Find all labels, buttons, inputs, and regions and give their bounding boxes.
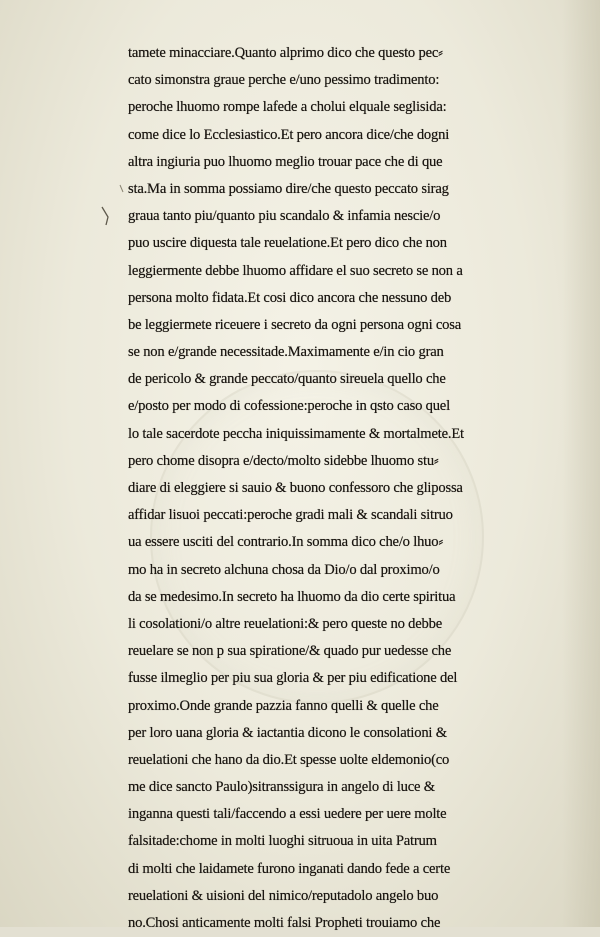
text-line: ua essere usciti del contrario.In somma dico che/o lhuo⸗ <box>128 534 444 551</box>
text-line: mo ha in secreto alchuna chosa da Dio/o dal proximo/o <box>128 561 440 578</box>
text-line: inganna questi tali/faccendo a essi uedere per uere molte <box>128 806 447 823</box>
text-line: lo tale sacerdote peccha iniquissimamente & mortalmete.Et <box>128 425 464 442</box>
text-line: no.Chosi anticamente molti falsi Propheti trouiamo che <box>128 915 441 931</box>
text-line: cato simonstra graue perche e/uno pessimo tradimento: <box>128 72 440 89</box>
text-line: peroche lhuomo rompe lafede a cholui elquale seglisida: <box>128 99 447 116</box>
text-line: per loro uana gloria & iactantia dicono le consolationi & <box>128 724 447 741</box>
text-line: me dice sancto Paulo)sitranssigura in angelo di luce & <box>128 779 435 796</box>
text-line: affidar lisuoi peccati:peroche gradi mali & scandali sitruo <box>128 507 453 524</box>
text-line: be leggiermete riceuere i secreto da ogni persona ogni cosa <box>128 316 462 333</box>
text-line: puo uscire diquesta tale reuelatione.Et pero dico che non <box>128 235 447 252</box>
text-line: se non e/grande necessitade.Maximamente e/in cio gran <box>128 344 444 361</box>
text-line: falsitade:chome in molti luoghi sitruoua in uita Patrum <box>128 833 437 850</box>
text-line: leggiermente debbe lhuomo affidare el suo secreto se non a <box>128 262 463 279</box>
text-line: fusse ilmeglio per piu sua gloria & per piu edificatione del <box>128 670 458 687</box>
text-line: reuelare se non p sua spiratione/& quado pur uedesse che <box>128 643 452 660</box>
text-line: reuelationi che hano da dio.Et spesse uolte eldemonio(co <box>128 751 450 768</box>
text-line: tamete minacciare.Quanto alprimo dico che questo pec⸗ <box>128 45 443 61</box>
text-line: de pericolo & grande peccato/quanto sireuela quello che <box>128 371 446 388</box>
body-text <box>128 40 568 937</box>
text-line: da se medesimo.In secreto ha lhuomo da dio certe spiritua <box>128 588 456 605</box>
text-line: diare di eleggiere si sauio & buono confessoro che glipossa <box>128 480 463 496</box>
text-line: pero chome disopra e/decto/molto sidebbe lhuomo stu⸗ <box>128 452 439 469</box>
text-line: li cosolationi/o altre reuelationi:& pero queste no debbe <box>128 615 443 632</box>
text-line: e/posto per modo di cofessione:peroche in qsto caso quel <box>128 398 450 415</box>
margin-tick-mark <box>118 184 126 194</box>
text-line: sta.Ma in somma possiamo dire/che questo peccato sirag <box>128 180 449 197</box>
text-line: graua tanto piu/quanto piu scandalo & infamia nescie/o <box>128 208 441 225</box>
text-line: proximo.Onde grande pazzia fanno quelli & quelle che <box>128 697 439 714</box>
text-line: di molti che laidamete furono inganati dando fede a certe <box>128 860 451 877</box>
text-line: persona molto fidata.Et cosi dico ancora che nessuno deb <box>128 289 452 306</box>
text-line: altra ingiuria puo lhuomo meglio trouar pace che di que <box>128 153 443 170</box>
margin-annotation-mark <box>100 205 114 227</box>
text-line: reuelationi & uisioni del nimico/reputadolo angelo buo <box>128 887 439 904</box>
text-line: come dice lo Ecclesiastico.Et pero ancora dice/che dogni <box>128 126 450 143</box>
